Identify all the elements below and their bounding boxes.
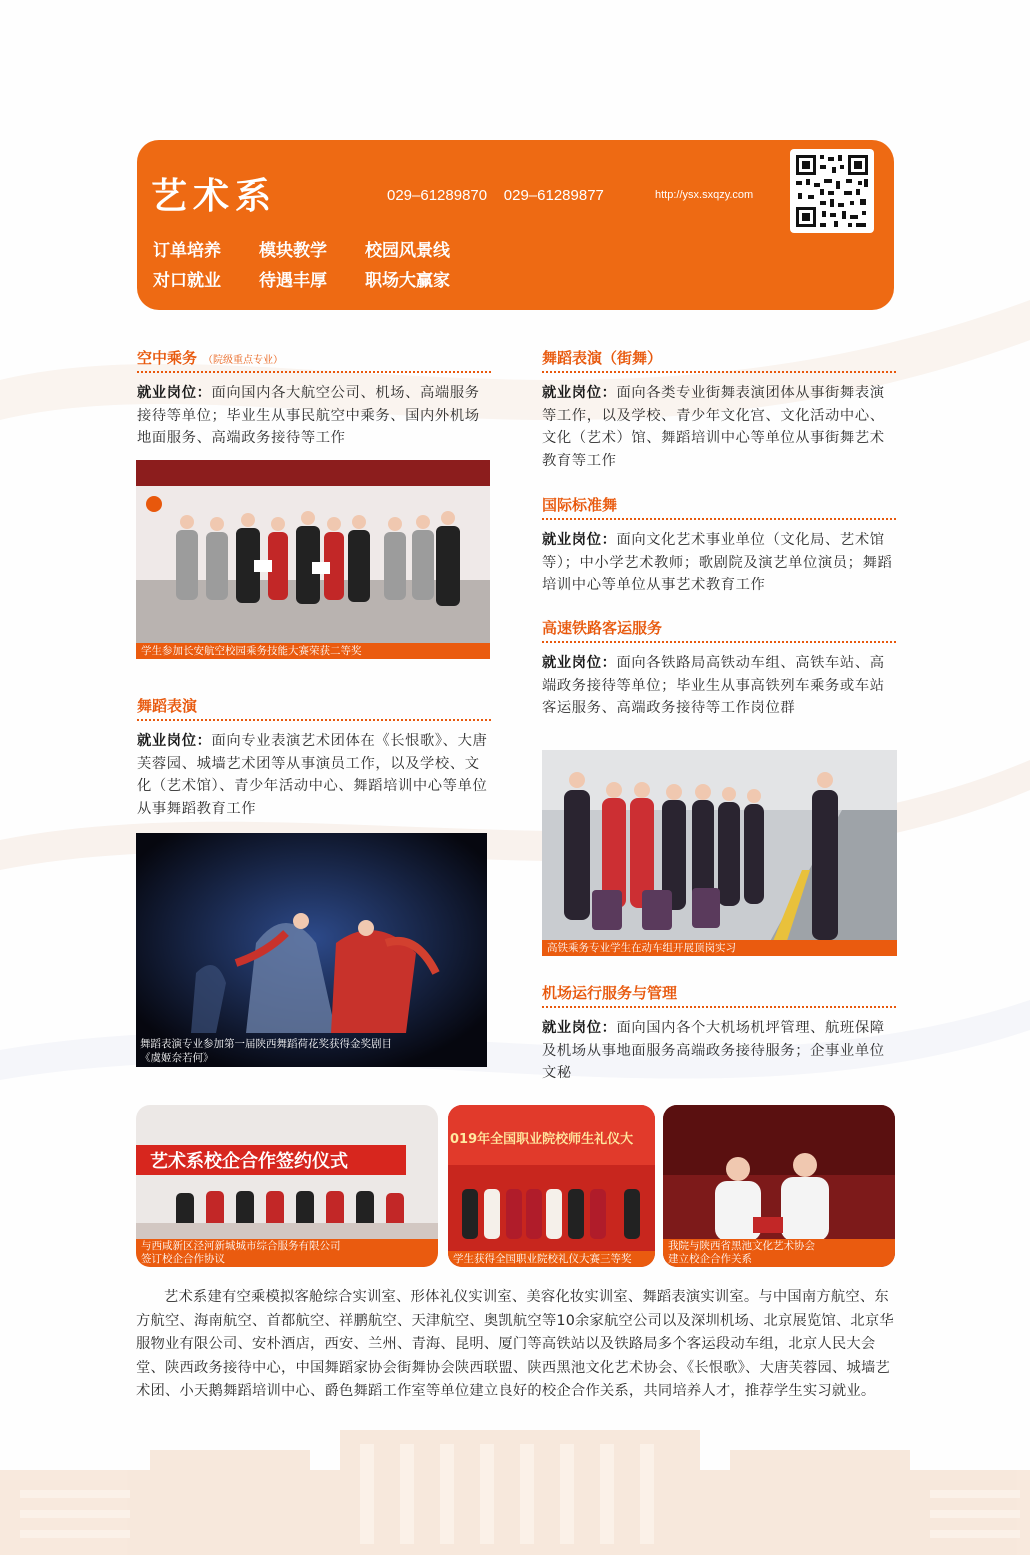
- section-title: 空中乘务 （院级重点专业）: [137, 349, 284, 367]
- photo-etiquette-contest: [448, 1105, 655, 1267]
- photo-handshake: [663, 1105, 895, 1267]
- section-title: 国际标准舞: [542, 496, 618, 514]
- dotted-divider: [137, 371, 491, 373]
- slogan-row-2: [153, 266, 471, 296]
- dotted-divider: [542, 641, 896, 643]
- campus-building-illustration: [0, 1420, 1030, 1555]
- department-summary: 艺术系建有空乘模拟客舱综合实训室、形体礼仪实训室、美容化妆实训室、舞蹈表演实训室。与中国南方航空、东方航空、海南航空、首都航空、祥鹏航空、天津航空、奥凯航空等10余家航空公司以及深圳机场、北京展览馆、北京华服物业有限公司、安朴酒店，西安、兰州、青海、昆明、厦门等高铁站以及铁路局多个客运段动车组，北京人民大会堂、陕西政务接待中心，中国舞蹈家协会街舞协会陕西联盟、陕西黑池文化艺术协会、《长恨歌》、大唐芙蓉园、城墙艺术团、小天鹅舞蹈培训中心、爵色舞蹈工作室等单位建立良好的校企合作关系，共同培养人才，推荐学生实习就业。: [136, 1289, 894, 1400]
- phone-1: 029–61289870: [387, 187, 488, 204]
- section-jiewu: [542, 347, 896, 472]
- photo-caption: 高铁乘务专业学生在动车组开展顶岗实习: [542, 940, 897, 956]
- section-kongzhong: [137, 347, 491, 450]
- photo-caption: 舞蹈表演专业参加第一届陕西舞蹈荷花奖获得金奖剧目 《虞姬奈若何》: [140, 1038, 392, 1064]
- phone-numbers: [387, 187, 604, 204]
- photo-crew-award: [136, 460, 490, 659]
- dotted-divider: [542, 1006, 896, 1008]
- photo-dance-stage: [136, 833, 487, 1067]
- slogan: 对口就业: [153, 271, 221, 291]
- department-title: 艺术系: [151, 176, 278, 217]
- website-link[interactable]: http://ysx.sxqzy.com: [655, 189, 754, 201]
- section-body: 就业岗位：面向各类专业街舞表演团体从事街舞表演等工作，以及学校、青少年文化宫、文化活动中心、文化（艺术）馆、舞蹈培训中心等单位从事街舞艺术教育等工作: [542, 385, 885, 469]
- department-header: [137, 140, 894, 310]
- banner-text: 艺术系校企合作签约仪式: [150, 1151, 348, 1172]
- section-gaotie: [542, 617, 896, 720]
- section-title: 舞蹈表演: [137, 697, 198, 715]
- slogans: [153, 236, 471, 296]
- photo-caption: 学生参加长安航空校园乘务技能大赛荣获二等奖: [136, 643, 490, 659]
- dotted-divider: [137, 719, 491, 721]
- photo-train-station: [542, 750, 897, 956]
- dotted-divider: [542, 518, 896, 520]
- phone-2: 029–61289877: [503, 187, 604, 204]
- section-body: 就业岗位：面向国内各个大机场机坪管理、航班保障及机场从事地面服务高端政务接待服务；企事业单位文秘: [542, 1020, 885, 1082]
- section-body: 就业岗位：面向国内各大航空公司、机场、高端服务接待等单位；毕业生从事民航空中乘务、国内外机场地面服务、高端政务接待等工作: [137, 385, 480, 447]
- photo-signing-ceremony: [136, 1105, 438, 1267]
- photo-caption: 学生获得全国职业院校礼仪大赛三等奖: [448, 1251, 655, 1267]
- photo-caption: 与西咸新区泾河新城城市综合服务有限公司 签订校企合作协议: [136, 1239, 438, 1267]
- section-body: 就业岗位：面向专业表演艺术团体在《长恨歌》、大唐芙蓉园、城墙艺术团等从事演员工作，以及学校、文化（艺术馆）、青少年活动中心、舞蹈培训中心等单位从事舞蹈教育工作: [137, 733, 488, 817]
- section-title: 机场运行服务与管理: [542, 984, 678, 1002]
- slogan: 模块教学: [259, 241, 327, 261]
- slogan-row-1: [153, 236, 471, 266]
- dotted-divider: [542, 371, 896, 373]
- slogan: 职场大赢家: [365, 271, 450, 291]
- section-body: 就业岗位：面向文化艺术事业单位（文化局、艺术馆等）；中小学艺术教师；歌剧院及演艺单位演员；舞蹈培训中心等单位从事艺术教育工作: [542, 532, 893, 594]
- section-subtitle: （院级重点专业）: [203, 355, 284, 366]
- banner-text: 019年全国职业院校师生礼仪大: [450, 1132, 634, 1147]
- section-jichang: [542, 982, 896, 1085]
- qr-code-icon: [790, 149, 874, 233]
- slogan: 待遇丰厚: [259, 271, 327, 291]
- section-title: 高速铁路客运服务: [542, 619, 663, 637]
- slogan: 订单培养: [153, 241, 221, 261]
- section-wudao-biaoyan: [137, 695, 491, 820]
- photo-caption: 我院与陕西省黑池文化艺术协会 建立校企合作关系: [663, 1239, 895, 1267]
- section-body: 就业岗位：面向各铁路局高铁动车组、高铁车站、高端政务接待等单位；毕业生从事高铁列车乘务或车站客运服务、高端政务接待等工作岗位群: [542, 655, 885, 717]
- section-guoji: [542, 494, 896, 597]
- slogan: 校园风景线: [365, 241, 450, 261]
- section-title: 舞蹈表演（街舞）: [542, 349, 663, 367]
